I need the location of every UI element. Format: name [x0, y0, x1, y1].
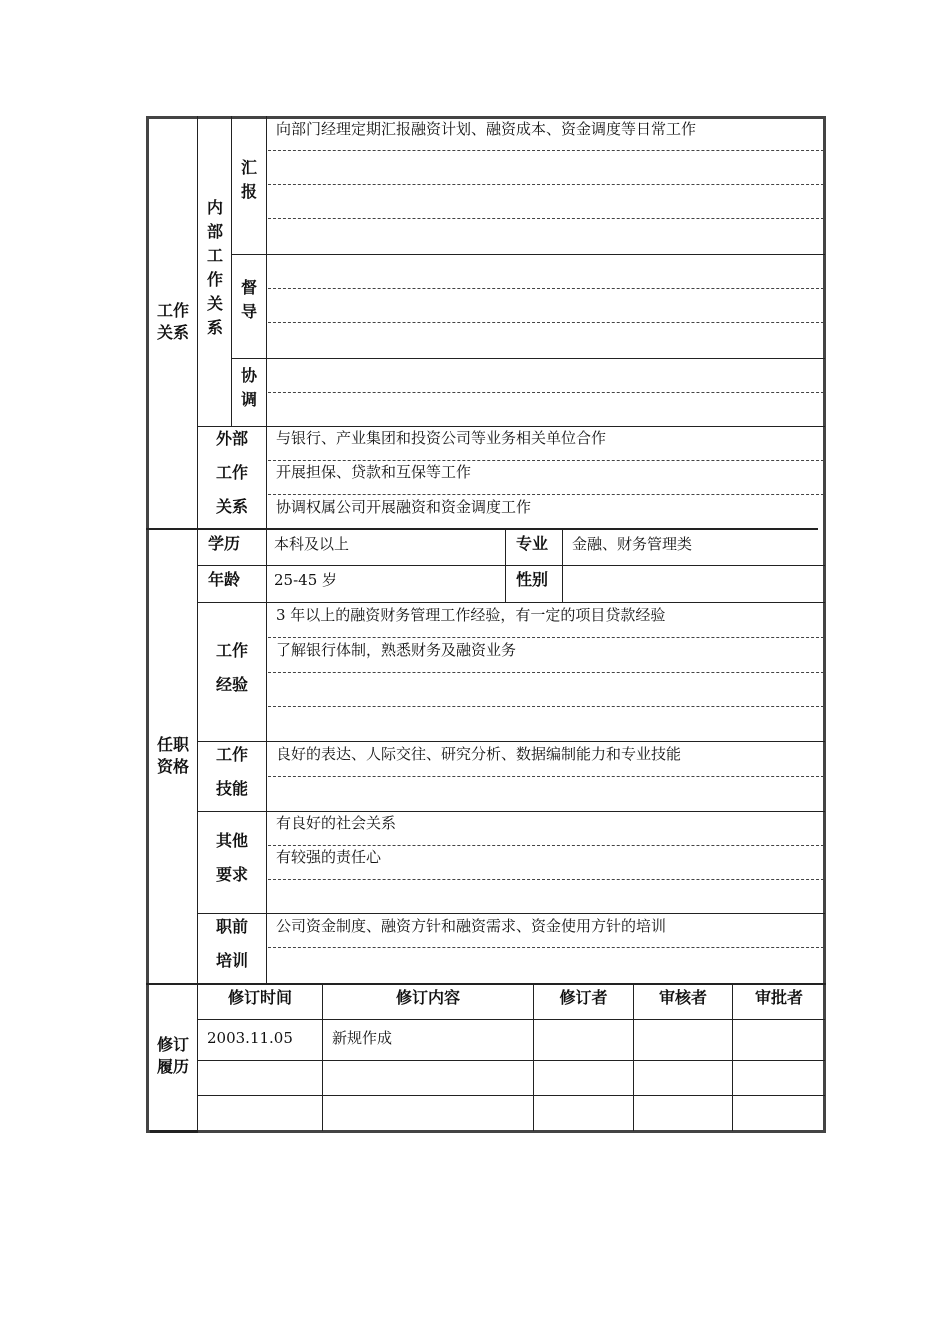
supervise-label: 督导 — [240, 278, 257, 321]
dash-line — [268, 494, 824, 495]
section-border — [146, 528, 818, 530]
mid-column-border — [562, 530, 563, 602]
external-line-3: 协调权属公司开展融资和资金调度工作 — [276, 498, 532, 516]
experience-label-1: 工作 — [215, 641, 248, 660]
revision-label: 修订 履历 — [156, 1035, 189, 1076]
revision-header-approver: 审批者 — [754, 988, 803, 1007]
skills-line-1: 良好的表达、人际交往、研究分析、数据编制能力和专业技能 — [276, 745, 682, 763]
education-value: 本科及以上 — [274, 535, 350, 553]
dash-line — [268, 879, 824, 880]
label-column-border — [266, 530, 267, 983]
training-label-1: 职前 — [215, 917, 248, 936]
revision-row-1-content: 新规作成 — [332, 1029, 393, 1047]
external-label-2: 工作 — [215, 463, 248, 482]
internal-column-border — [231, 116, 232, 426]
dash-line — [268, 322, 824, 323]
dash-line — [268, 672, 824, 673]
row-border — [231, 358, 825, 359]
external-label-1: 外部 — [215, 429, 248, 448]
other-line-1: 有良好的社会关系 — [276, 814, 397, 832]
row-border — [197, 565, 825, 566]
external-line-2: 开展担保、贷款和互保等工作 — [276, 463, 472, 481]
major-value: 金融、财务管理类 — [572, 535, 693, 553]
age-value: 25-45 岁 — [274, 571, 338, 589]
dash-line — [268, 184, 824, 185]
row-border — [197, 1095, 825, 1096]
mid-column-border — [505, 530, 506, 602]
row-border — [197, 602, 825, 603]
major-label: 专业 — [515, 534, 548, 553]
external-label-3: 关系 — [215, 497, 248, 516]
label-column-border — [266, 116, 267, 528]
training-line-1: 公司资金制度、融资方针和融资需求、资金使用方针的培训 — [276, 917, 667, 935]
dash-line — [268, 288, 824, 289]
other-label-2: 要求 — [215, 865, 248, 884]
row-border — [231, 254, 825, 255]
row-border — [197, 913, 825, 914]
dash-line — [268, 218, 824, 219]
other-line-2: 有较强的责任心 — [276, 848, 382, 866]
dash-line — [268, 947, 824, 948]
internal-relations-text: 内部工作关系 — [206, 198, 223, 337]
external-line-1: 与银行、产业集团和投资公司等业务相关单位合作 — [276, 429, 607, 447]
dash-line — [268, 637, 824, 638]
dash-line — [268, 845, 824, 846]
qualifications-label: 任职 资格 — [156, 735, 189, 776]
coordinate-label: 协调 — [240, 366, 257, 409]
revision-header-time: 修订时间 — [227, 988, 292, 1007]
skills-label-1: 工作 — [215, 745, 248, 764]
internal-relations-label — [205, 196, 225, 340]
row-border — [197, 426, 825, 427]
revision-row-1-time: 2003.11.05 — [207, 1029, 293, 1047]
section-border — [146, 983, 826, 985]
age-label: 年龄 — [207, 570, 240, 589]
dash-line — [268, 392, 824, 393]
training-label-2: 培训 — [215, 951, 248, 970]
row-border — [197, 1019, 825, 1020]
dash-line — [268, 150, 824, 151]
experience-line-1: 3 年以上的融资财务管理工作经验，有一定的项目贷款经验 — [276, 606, 666, 624]
dash-line — [268, 460, 824, 461]
bottom-stub — [150, 1130, 198, 1133]
dash-line — [268, 776, 824, 777]
report-line-1: 向部门经理定期汇报融资计划、融资成本、资金调度等日常工作 — [276, 120, 697, 138]
skills-label-2: 技能 — [215, 779, 248, 798]
section-column-border — [197, 116, 198, 1133]
row-border — [197, 811, 825, 812]
experience-line-2: 了解银行体制，熟悉财务及融资业务 — [276, 641, 517, 659]
report-label: 汇报 — [240, 158, 257, 201]
gender-label: 性别 — [515, 570, 548, 589]
dash-line — [268, 706, 824, 707]
revision-header-content: 修订内容 — [395, 988, 460, 1007]
revision-header-reviser: 修订者 — [559, 988, 608, 1007]
education-label: 学历 — [207, 534, 240, 553]
work-relations-label: 工作 关系 — [156, 301, 189, 342]
row-border — [197, 1060, 825, 1061]
other-label-1: 其他 — [215, 831, 248, 850]
revision-header-reviewer: 审核者 — [658, 988, 707, 1007]
row-border — [197, 741, 825, 742]
experience-label-2: 经验 — [215, 675, 248, 694]
